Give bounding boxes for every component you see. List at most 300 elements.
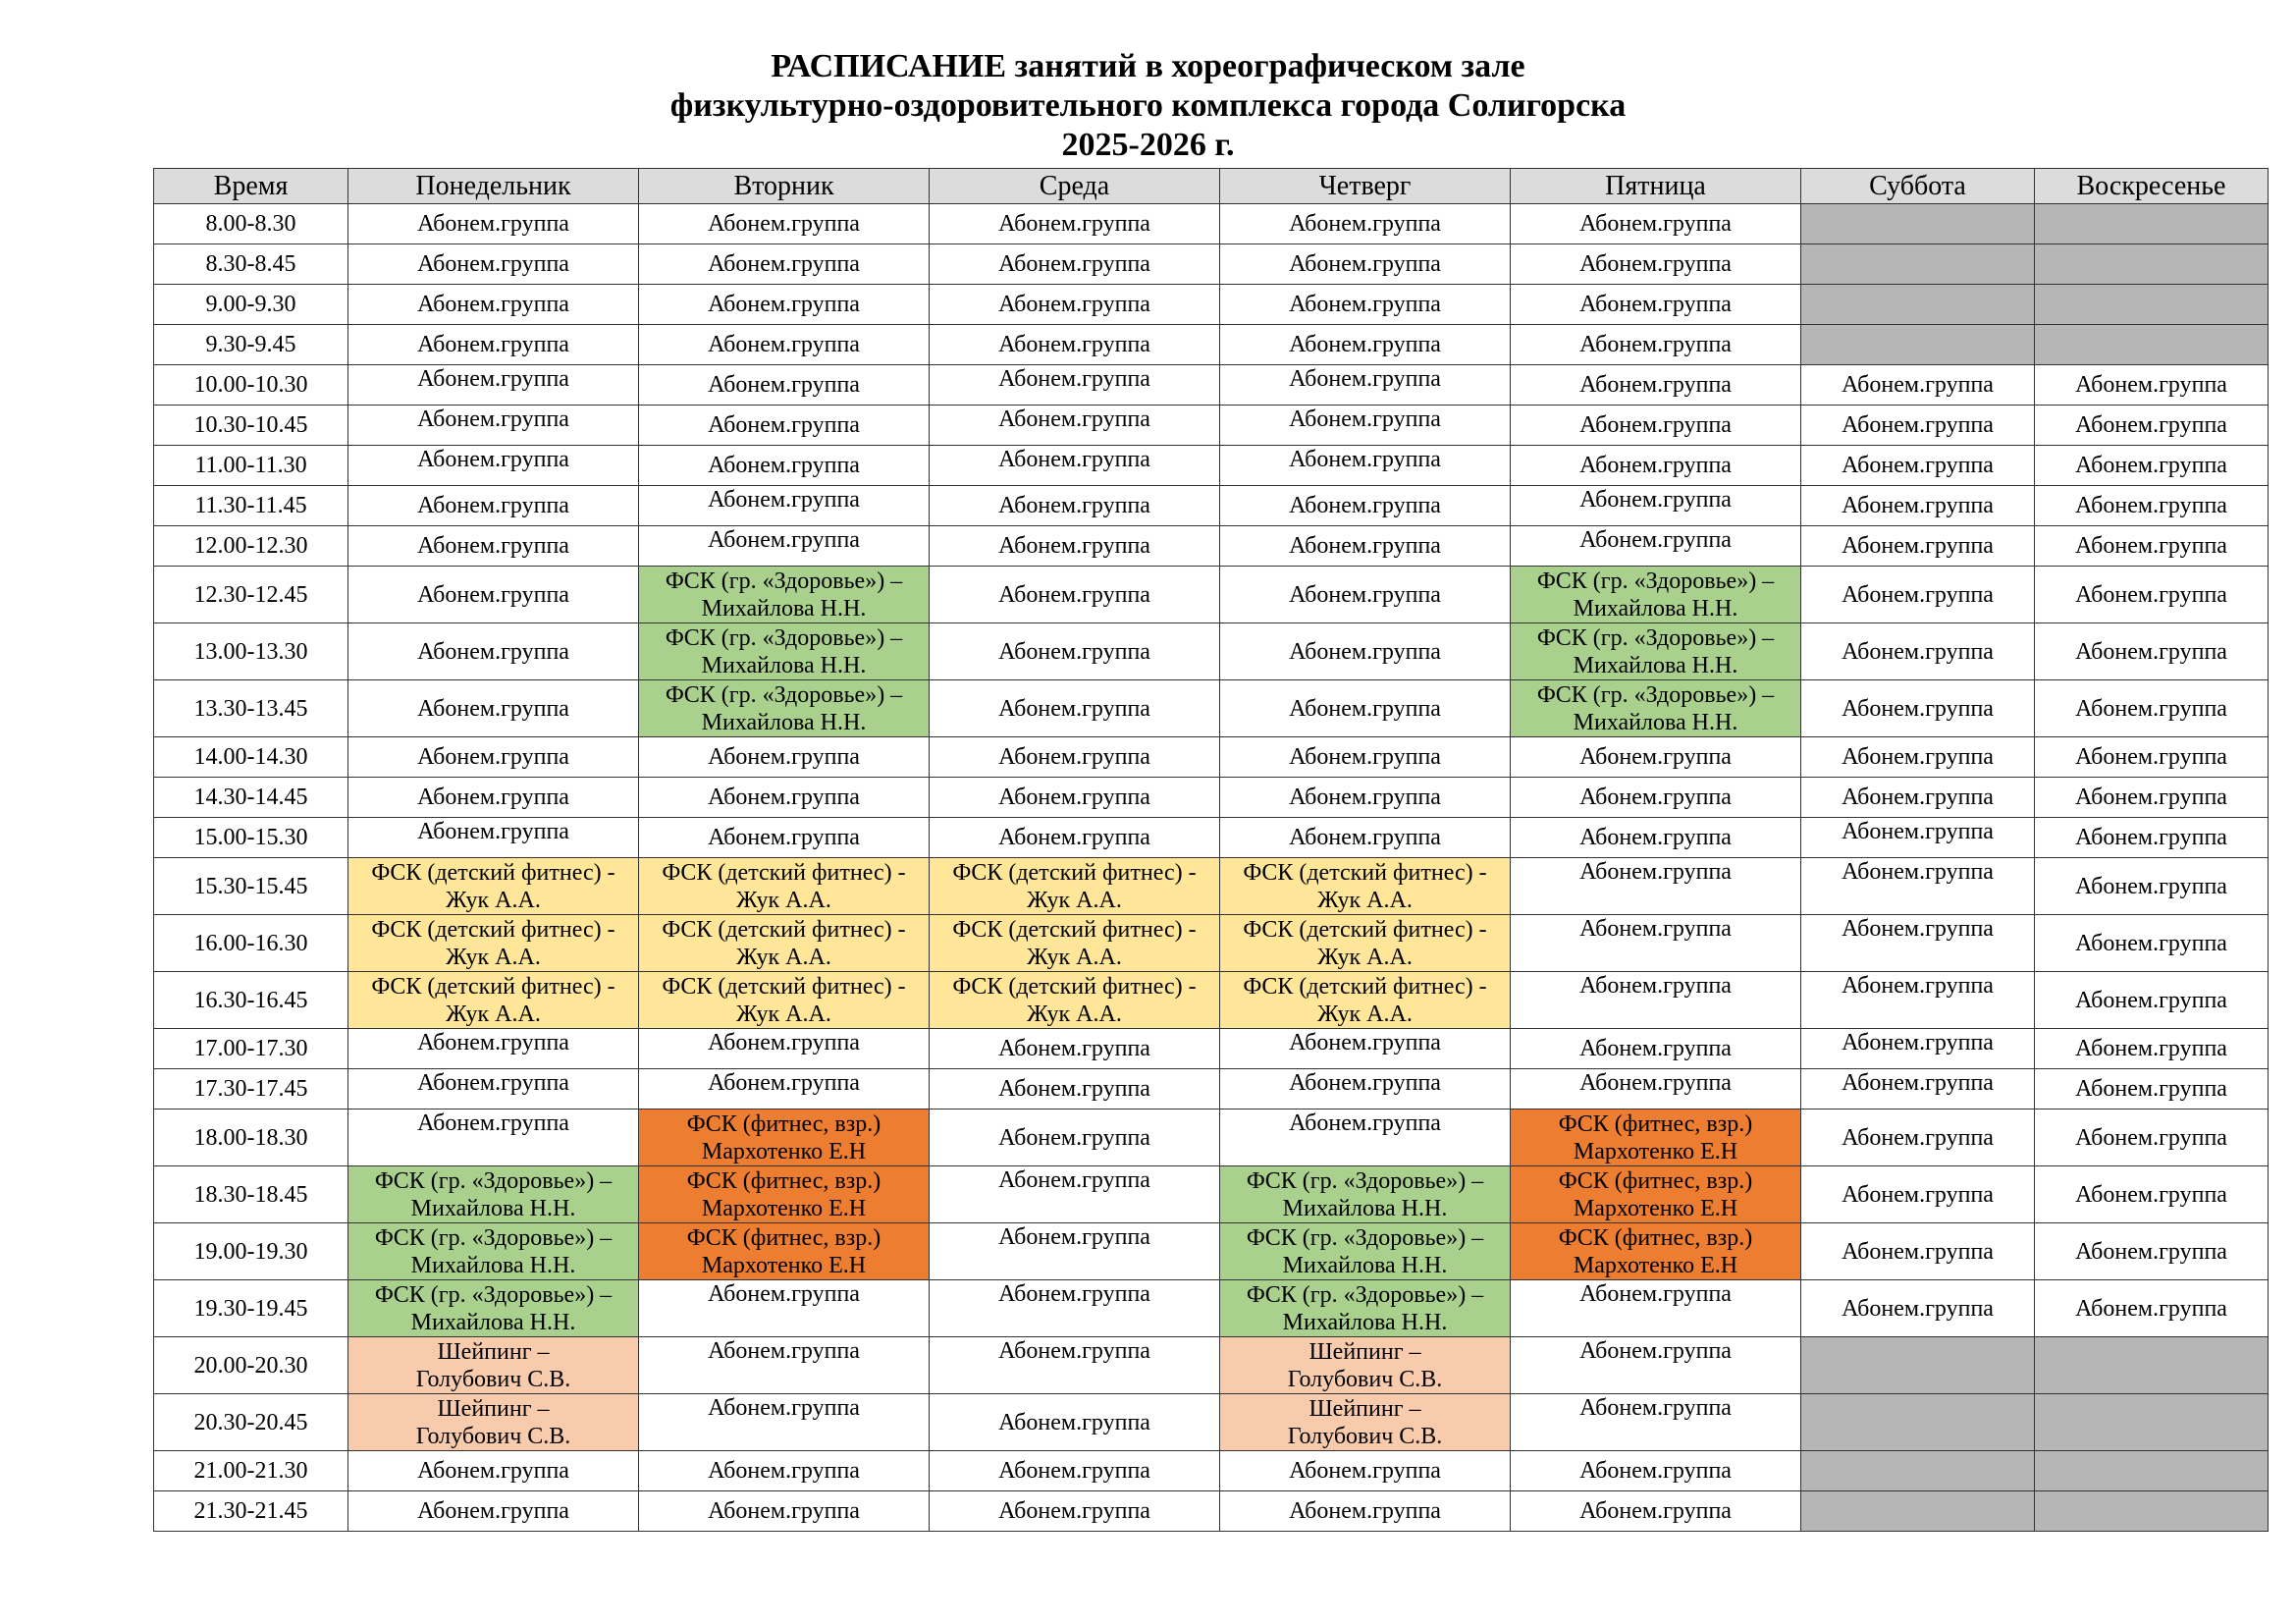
class-cell: [1220, 1166, 1511, 1223]
class-name: ФСК (гр. «Здоровье») –: [665, 624, 903, 651]
class-cell: [1220, 486, 1511, 526]
class-name: Абонем.группа: [1842, 916, 1994, 942]
class-cell: [639, 365, 930, 406]
class-cell: [2035, 1491, 2269, 1532]
time-cell: 15.30-15.45: [154, 858, 348, 915]
instructor-name: Михайлова Н.Н.: [1573, 595, 1738, 622]
class-cell: [1511, 778, 1801, 818]
class-cell: [2035, 325, 2269, 365]
class-name: Абонем.группа: [1579, 916, 1732, 942]
class-cell: [348, 623, 639, 680]
class-name: Абонем.группа: [1579, 527, 1732, 553]
class-cell: [2035, 1280, 2269, 1337]
class-name: Абонем.группа: [708, 1281, 860, 1307]
class-name: ФСК (гр. «Здоровье») –: [374, 1224, 613, 1251]
class-cell: [1801, 858, 2035, 915]
class-cell: [2035, 446, 2269, 486]
class-name: Абонем.группа: [1579, 744, 1732, 770]
class-name: Абонем.группа: [708, 1458, 860, 1484]
class-cell: [1220, 623, 1511, 680]
class-name: Абонем.группа: [708, 744, 860, 770]
instructor-name: Жук А.А.: [446, 944, 541, 970]
class-name: ФСК (детский фитнес) -: [662, 973, 906, 1000]
time-cell: 14.00-14.30: [154, 737, 348, 778]
class-cell: [348, 486, 639, 526]
class-name: Абонем.группа: [2075, 412, 2227, 438]
class-cell: [1220, 406, 1511, 446]
class-name: Абонем.группа: [708, 825, 860, 850]
class-cell: [1220, 972, 1511, 1029]
class-cell: [1801, 1451, 2035, 1491]
class-name: Абонем.группа: [708, 292, 860, 317]
instructor-name: Мархотенко Е.Н: [1573, 1138, 1738, 1164]
class-name: Абонем.группа: [417, 819, 569, 844]
class-cell: [1220, 526, 1511, 567]
schedule-row: [154, 365, 2269, 406]
schedule-row: [154, 1280, 2269, 1337]
class-cell: [1801, 244, 2035, 285]
class-name: ФСК (фитнес, взр.): [1558, 1110, 1753, 1137]
class-name: Абонем.группа: [2075, 744, 2227, 770]
instructor-name: Мархотенко Е.Н: [1573, 1195, 1738, 1221]
class-cell: [2035, 244, 2269, 285]
class-name: Абонем.группа: [1289, 406, 1441, 432]
class-name: ФСК (гр. «Здоровье») –: [1536, 568, 1775, 594]
class-cell: [1801, 778, 2035, 818]
class-cell: [930, 858, 1220, 915]
class-name: Абонем.группа: [1289, 332, 1441, 357]
schedule-row: [154, 285, 2269, 325]
class-name: Шейпинг –: [1308, 1338, 1421, 1365]
class-name: Абонем.группа: [2075, 493, 2227, 518]
class-name: Абонем.группа: [2075, 873, 2227, 899]
class-name: Абонем.группа: [998, 447, 1150, 472]
class-name: Абонем.группа: [2075, 1238, 2227, 1265]
class-name: Абонем.группа: [1842, 859, 1994, 885]
class-cell: [1801, 1029, 2035, 1069]
class-cell: [1511, 325, 1801, 365]
class-cell: [1220, 567, 1511, 623]
class-name: Абонем.группа: [1289, 251, 1441, 277]
class-name: Абонем.группа: [1289, 785, 1441, 810]
class-name: Абонем.группа: [998, 533, 1150, 559]
class-name: Абонем.группа: [1289, 1030, 1441, 1056]
time-cell: 10.30-10.45: [154, 406, 348, 446]
schedule-row: [154, 325, 2269, 365]
schedule-row: [154, 623, 2269, 680]
class-cell: [1801, 285, 2035, 325]
class-cell: [930, 406, 1220, 446]
class-cell: [348, 858, 639, 915]
instructor-name: Жук А.А.: [1317, 1001, 1413, 1027]
class-name: Абонем.группа: [1579, 1036, 1732, 1061]
header-row: [154, 169, 2269, 204]
class-cell: [348, 1337, 639, 1394]
class-name: Абонем.группа: [998, 1458, 1150, 1484]
schedule-row: [154, 1110, 2269, 1166]
class-cell: [1801, 1069, 2035, 1110]
class-cell: [930, 1223, 1220, 1280]
class-cell: [930, 1337, 1220, 1394]
class-name: Абонем.группа: [1842, 1295, 1994, 1322]
class-name: Абонем.группа: [1842, 372, 1994, 398]
class-cell: [1511, 1451, 1801, 1491]
class-name: Абонем.группа: [998, 332, 1150, 357]
class-name: Абонем.группа: [708, 412, 860, 438]
column-header: Суббота: [1801, 169, 2035, 204]
class-cell: [348, 567, 639, 623]
class-name: Абонем.группа: [998, 251, 1150, 277]
class-cell: [1511, 567, 1801, 623]
class-name: Абонем.группа: [1842, 453, 1994, 478]
class-cell: [639, 818, 930, 858]
schedule-row: [154, 1451, 2269, 1491]
class-cell: [930, 1069, 1220, 1110]
schedule-row: [154, 1029, 2269, 1069]
class-name: Абонем.группа: [998, 1224, 1150, 1250]
class-name: Абонем.группа: [417, 251, 569, 277]
class-name: Абонем.группа: [1579, 1070, 1732, 1096]
class-cell: [2035, 1166, 2269, 1223]
class-name: Абонем.группа: [417, 332, 569, 357]
class-cell: [639, 1223, 930, 1280]
class-name: Абонем.группа: [417, 533, 569, 559]
class-name: Абонем.группа: [1289, 581, 1441, 608]
column-header: Вторник: [639, 169, 930, 204]
class-cell: [639, 1491, 930, 1532]
class-cell: [1220, 204, 1511, 244]
class-name: Абонем.группа: [2075, 785, 2227, 810]
class-name: Абонем.группа: [1842, 785, 1994, 810]
time-cell: 13.00-13.30: [154, 623, 348, 680]
class-cell: [1220, 915, 1511, 972]
class-name: ФСК (гр. «Здоровье») –: [1536, 624, 1775, 651]
time-cell: 11.00-11.30: [154, 446, 348, 486]
class-cell: [348, 680, 639, 737]
instructor-name: Жук А.А.: [736, 887, 831, 913]
class-name: ФСК (гр. «Здоровье») –: [1246, 1224, 1484, 1251]
class-name: ФСК (фитнес, взр.): [686, 1110, 881, 1137]
class-name: Абонем.группа: [1579, 859, 1732, 885]
class-name: Абонем.группа: [1289, 292, 1441, 317]
class-name: Абонем.группа: [1289, 638, 1441, 665]
class-name: Абонем.группа: [1289, 211, 1441, 237]
class-cell: [1511, 1337, 1801, 1394]
class-name: Абонем.группа: [1842, 973, 1994, 999]
time-cell: 10.00-10.30: [154, 365, 348, 406]
time-cell: 13.30-13.45: [154, 680, 348, 737]
class-cell: [930, 778, 1220, 818]
class-cell: [348, 915, 639, 972]
class-cell: [930, 623, 1220, 680]
class-name: Абонем.группа: [998, 785, 1150, 810]
time-cell: 8.30-8.45: [154, 244, 348, 285]
class-name: Абонем.группа: [1579, 1395, 1732, 1421]
class-name: Абонем.группа: [2075, 987, 2227, 1013]
class-name: Абонем.группа: [1842, 1181, 1994, 1208]
class-name: Абонем.группа: [1579, 1458, 1732, 1484]
class-cell: [639, 680, 930, 737]
schedule-row: [154, 778, 2269, 818]
class-cell: [930, 365, 1220, 406]
class-name: ФСК (гр. «Здоровье») –: [1536, 681, 1775, 708]
class-name: ФСК (детский фитнес) -: [662, 859, 906, 886]
class-name: Абонем.группа: [417, 406, 569, 432]
class-name: Абонем.группа: [998, 1498, 1150, 1524]
column-header: Понедельник: [348, 169, 639, 204]
class-name: Абонем.группа: [1579, 785, 1732, 810]
class-name: Абонем.группа: [998, 695, 1150, 722]
class-cell: [2035, 623, 2269, 680]
class-cell: [1220, 858, 1511, 915]
class-name: Абонем.группа: [998, 825, 1150, 850]
class-name: Шейпинг –: [1308, 1395, 1421, 1422]
class-name: Абонем.группа: [1289, 366, 1441, 392]
class-name: Абонем.группа: [1842, 493, 1994, 518]
class-name: Абонем.группа: [417, 1458, 569, 1484]
class-cell: [348, 1110, 639, 1166]
class-cell: [639, 285, 930, 325]
class-name: Абонем.группа: [2075, 533, 2227, 559]
class-name: ФСК (детский фитнес) -: [952, 973, 1197, 1000]
class-name: Абонем.группа: [417, 292, 569, 317]
class-cell: [639, 1110, 930, 1166]
class-cell: [348, 1394, 639, 1451]
class-cell: [348, 204, 639, 244]
instructor-name: Мархотенко Е.Н: [701, 1195, 867, 1221]
class-cell: [1220, 325, 1511, 365]
class-name: ФСК (гр. «Здоровье») –: [1246, 1167, 1484, 1194]
class-cell: [639, 1394, 930, 1451]
class-cell: [639, 1280, 930, 1337]
class-name: Абонем.группа: [417, 1110, 569, 1136]
class-name: Абонем.группа: [708, 1395, 860, 1421]
class-name: Абонем.группа: [2075, 1124, 2227, 1151]
class-cell: [1801, 526, 2035, 567]
class-cell: [930, 680, 1220, 737]
class-name: Абонем.группа: [998, 1167, 1150, 1193]
class-name: Абонем.группа: [2075, 1036, 2227, 1061]
class-name: ФСК (детский фитнес) -: [371, 916, 615, 943]
class-name: Абонем.группа: [2075, 638, 2227, 665]
class-cell: [1220, 365, 1511, 406]
class-name: Абонем.группа: [708, 527, 860, 553]
class-name: Шейпинг –: [437, 1395, 550, 1422]
class-cell: [1801, 1280, 2035, 1337]
class-name: Абонем.группа: [2075, 930, 2227, 956]
class-name: Абонем.группа: [1289, 447, 1441, 472]
class-name: Абонем.группа: [708, 372, 860, 398]
class-name: Абонем.группа: [1579, 487, 1732, 513]
class-cell: [1511, 244, 1801, 285]
class-name: Абонем.группа: [998, 1281, 1150, 1307]
class-name: Абонем.группа: [998, 493, 1150, 518]
class-cell: [2035, 972, 2269, 1029]
time-cell: 20.00-20.30: [154, 1337, 348, 1394]
class-name: Абонем.группа: [998, 1076, 1150, 1102]
schedule-row: [154, 858, 2269, 915]
class-cell: [639, 1166, 930, 1223]
class-name: Абонем.группа: [998, 744, 1150, 770]
class-cell: [1801, 737, 2035, 778]
time-cell: 21.00-21.30: [154, 1451, 348, 1491]
class-name: Абонем.группа: [1842, 744, 1994, 770]
title-line-1: РАСПИСАНИЕ занятий в хореографическом зале: [771, 48, 1525, 84]
class-name: Абонем.группа: [1579, 453, 1732, 478]
class-name: Абонем.группа: [417, 785, 569, 810]
class-cell: [930, 1029, 1220, 1069]
class-cell: [639, 486, 930, 526]
class-name: Абонем.группа: [998, 1338, 1150, 1364]
class-cell: [1511, 1166, 1801, 1223]
instructor-name: Голубович С.В.: [415, 1423, 571, 1449]
class-cell: [930, 1280, 1220, 1337]
class-cell: [930, 1110, 1220, 1166]
class-cell: [930, 325, 1220, 365]
class-name: Абонем.группа: [1842, 695, 1994, 722]
class-cell: [1220, 244, 1511, 285]
class-name: ФСК (детский фитнес) -: [952, 859, 1197, 886]
column-header: Воскресенье: [2035, 169, 2269, 204]
instructor-name: Михайлова Н.Н.: [1282, 1195, 1448, 1221]
class-cell: [1801, 623, 2035, 680]
class-name: Абонем.группа: [1842, 1124, 1994, 1151]
class-name: Абонем.группа: [1579, 251, 1732, 277]
instructor-name: Жук А.А.: [1317, 887, 1413, 913]
class-cell: [1220, 737, 1511, 778]
class-name: Абонем.группа: [1842, 1030, 1994, 1056]
class-cell: [639, 446, 930, 486]
time-cell: 12.00-12.30: [154, 526, 348, 567]
class-cell: [1801, 486, 2035, 526]
instructor-name: Михайлова Н.Н.: [1282, 1309, 1448, 1335]
schedule-body: [154, 204, 2269, 1532]
class-cell: [639, 325, 930, 365]
class-name: Абонем.группа: [1579, 1338, 1732, 1364]
class-name: ФСК (фитнес, взр.): [686, 1167, 881, 1194]
schedule-table: [153, 168, 2269, 1532]
column-header: Пятница: [1511, 169, 1801, 204]
class-cell: [1511, 680, 1801, 737]
class-cell: [930, 204, 1220, 244]
class-cell: [1511, 365, 1801, 406]
class-name: Абонем.группа: [1579, 332, 1732, 357]
class-cell: [348, 325, 639, 365]
instructor-name: Голубович С.В.: [1287, 1366, 1443, 1392]
class-cell: [639, 1337, 930, 1394]
class-cell: [1220, 680, 1511, 737]
class-cell: [1801, 1223, 2035, 1280]
class-cell: [1511, 1223, 1801, 1280]
class-cell: [2035, 365, 2269, 406]
class-cell: [1220, 778, 1511, 818]
class-cell: [2035, 406, 2269, 446]
class-cell: [348, 778, 639, 818]
class-cell: [2035, 1451, 2269, 1491]
class-name: ФСК (детский фитнес) -: [371, 859, 615, 886]
class-cell: [1511, 204, 1801, 244]
time-cell: 18.30-18.45: [154, 1166, 348, 1223]
class-cell: [348, 1223, 639, 1280]
class-cell: [639, 972, 930, 1029]
instructor-name: Михайлова Н.Н.: [701, 709, 867, 735]
class-name: Абонем.группа: [2075, 581, 2227, 608]
class-name: Абонем.группа: [1289, 533, 1441, 559]
class-cell: [348, 818, 639, 858]
class-name: Абонем.группа: [1579, 412, 1732, 438]
class-cell: [2035, 285, 2269, 325]
class-cell: [1801, 1394, 2035, 1451]
class-name: Абонем.группа: [1579, 825, 1732, 850]
title-line-3: 2025-2026 г.: [1061, 127, 1235, 163]
class-cell: [639, 244, 930, 285]
instructor-name: Жук А.А.: [736, 944, 831, 970]
class-name: Абонем.группа: [998, 638, 1150, 665]
schedule-row: [154, 1223, 2269, 1280]
time-cell: 17.30-17.45: [154, 1069, 348, 1110]
class-cell: [2035, 680, 2269, 737]
class-cell: [639, 526, 930, 567]
class-name: Абонем.группа: [417, 211, 569, 237]
class-cell: [1220, 1491, 1511, 1532]
time-cell: 19.00-19.30: [154, 1223, 348, 1280]
class-cell: [2035, 486, 2269, 526]
class-name: Абонем.группа: [708, 1070, 860, 1096]
class-cell: [930, 567, 1220, 623]
class-cell: [930, 526, 1220, 567]
class-name: Абонем.группа: [1842, 412, 1994, 438]
class-cell: [930, 915, 1220, 972]
instructor-name: Жук А.А.: [446, 887, 541, 913]
instructor-name: Голубович С.В.: [415, 1366, 571, 1392]
class-name: ФСК (фитнес, взр.): [1558, 1224, 1753, 1251]
class-cell: [930, 972, 1220, 1029]
instructor-name: Михайлова Н.Н.: [410, 1309, 576, 1335]
class-cell: [639, 1029, 930, 1069]
class-cell: [1220, 1110, 1511, 1166]
class-cell: [348, 446, 639, 486]
class-name: ФСК (детский фитнес) -: [1243, 916, 1487, 943]
class-name: Абонем.группа: [417, 493, 569, 518]
class-name: Абонем.группа: [2075, 1295, 2227, 1322]
class-name: ФСК (детский фитнес) -: [952, 916, 1197, 943]
class-cell: [348, 1029, 639, 1069]
class-cell: [639, 915, 930, 972]
instructor-name: Жук А.А.: [1027, 887, 1122, 913]
instructor-name: Михайлова Н.Н.: [410, 1252, 576, 1278]
class-cell: [930, 1491, 1220, 1532]
class-cell: [930, 1166, 1220, 1223]
schedule-row: [154, 204, 2269, 244]
schedule-row: [154, 915, 2269, 972]
class-name: ФСК (детский фитнес) -: [662, 916, 906, 943]
class-cell: [2035, 204, 2269, 244]
class-cell: [348, 1451, 639, 1491]
class-cell: [2035, 1069, 2269, 1110]
class-cell: [348, 1069, 639, 1110]
class-name: Абонем.группа: [417, 638, 569, 665]
class-cell: [1220, 1451, 1511, 1491]
instructor-name: Жук А.А.: [736, 1001, 831, 1027]
schedule-row: [154, 567, 2269, 623]
class-name: Абонем.группа: [998, 1409, 1150, 1435]
class-cell: [1801, 915, 2035, 972]
time-cell: 8.00-8.30: [154, 204, 348, 244]
class-name: Абонем.группа: [1289, 744, 1441, 770]
instructor-name: Михайлова Н.Н.: [1573, 652, 1738, 678]
class-name: Абонем.группа: [1842, 638, 1994, 665]
time-cell: 9.30-9.45: [154, 325, 348, 365]
